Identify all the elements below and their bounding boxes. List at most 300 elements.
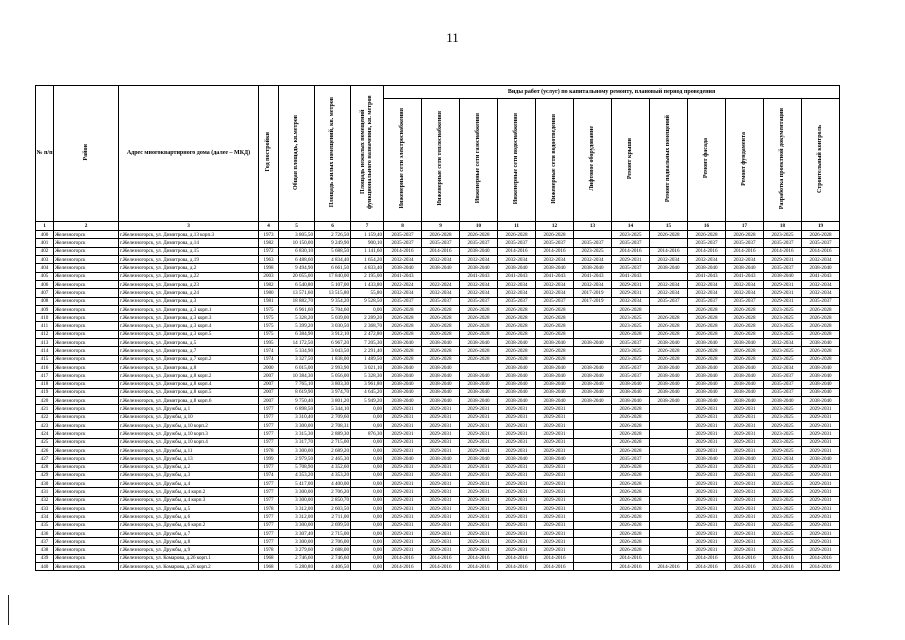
table-cell: 2029-2031 bbox=[384, 513, 422, 521]
table-cell: 2029-2031 bbox=[802, 538, 840, 546]
table-row bbox=[36, 380, 840, 388]
table-cell: 2038-2040 bbox=[536, 363, 574, 371]
table-cell: 2 711,00 bbox=[315, 513, 351, 521]
table-cell bbox=[574, 496, 612, 504]
table-cell: 14 172,50 bbox=[279, 339, 315, 347]
table-cell: 2 603,50 bbox=[315, 504, 351, 512]
table-cell bbox=[574, 422, 612, 430]
table-cell: 2032-2034 bbox=[498, 256, 536, 264]
table-cell: 2032-2034 bbox=[422, 289, 460, 297]
table-cell: 2038-2040 bbox=[612, 397, 650, 405]
table-cell: 1982 bbox=[259, 239, 279, 247]
table-cell: 2038-2040 bbox=[650, 264, 688, 272]
table-cell: 2029-2031 bbox=[498, 513, 536, 521]
table-cell: 3 974,70 bbox=[315, 388, 351, 396]
column-number: 4 bbox=[259, 222, 279, 231]
table-cell: 2026-2028 bbox=[802, 330, 840, 338]
table-cell: г.Железногорск, ул. Димитрова, д.8 корп.6 bbox=[119, 397, 259, 405]
table-cell: 2026-2028 bbox=[726, 355, 764, 363]
table-cell: 6 488,60 bbox=[279, 256, 315, 264]
table-cell: 3 300,00 bbox=[279, 446, 315, 454]
table-cell: 3 300,00 bbox=[279, 422, 315, 430]
table-cell: Железногорск bbox=[54, 239, 119, 247]
table-cell: 2029-2031 bbox=[536, 422, 574, 430]
table-cell: 2029-2031 bbox=[422, 446, 460, 454]
table-cell: 2029-2031 bbox=[726, 471, 764, 479]
table-cell: 2023-2025 bbox=[764, 521, 802, 529]
table-cell: 2038-2040 bbox=[574, 264, 612, 272]
table-cell: 2023-2025 bbox=[764, 322, 802, 330]
table-cell bbox=[574, 314, 612, 322]
table-cell: г.Железногорск, ул. Дружбы, д.4 bbox=[119, 480, 259, 488]
table-cell: 2029-2031 bbox=[688, 529, 726, 537]
table-row bbox=[36, 372, 840, 380]
table-row bbox=[36, 513, 840, 521]
table-cell: 6 961,60 bbox=[279, 305, 315, 313]
table-cell: 2029-2031 bbox=[422, 480, 460, 488]
table-cell bbox=[574, 521, 612, 529]
table-cell: 2038-2040 bbox=[574, 339, 612, 347]
page-number: 11 bbox=[446, 30, 459, 45]
table-cell: г.Железногорск, ул. Димитрова, д.3 корп.4 bbox=[119, 322, 259, 330]
table-cell: 2029-2031 bbox=[384, 504, 422, 512]
table-cell: 2026-2028 bbox=[688, 314, 726, 322]
table-cell: 2026-2028 bbox=[460, 314, 498, 322]
table-cell: 4 353,20 bbox=[315, 471, 351, 479]
table-cell: 2026-2028 bbox=[688, 305, 726, 313]
table-cell: 2029-2031 bbox=[422, 504, 460, 512]
table-cell: 2029-2031 bbox=[688, 496, 726, 504]
header-work-3: Инженерные сети газоснабжения bbox=[460, 99, 498, 222]
table-cell: 2026-2028 bbox=[460, 330, 498, 338]
table-cell: 3 021,10 bbox=[351, 363, 384, 371]
table-cell: 414 bbox=[36, 347, 54, 355]
table-cell: 2029-2031 bbox=[688, 538, 726, 546]
table-cell: 0,00 bbox=[351, 405, 384, 413]
table-cell: 412 bbox=[36, 330, 54, 338]
table-cell: 2026-2028 bbox=[384, 305, 422, 313]
table-cell: 2029-2031 bbox=[384, 480, 422, 488]
table-row bbox=[36, 289, 840, 297]
table-cell: 2029-2031 bbox=[536, 521, 574, 529]
table-cell: Железногорск bbox=[54, 347, 119, 355]
table-cell: 2038-2040 bbox=[536, 264, 574, 272]
table-cell: 1977 bbox=[259, 463, 279, 471]
column-number: 6 bbox=[315, 222, 351, 231]
table-cell: 2026-2028 bbox=[650, 330, 688, 338]
table-cell: 2026-2028 bbox=[498, 347, 536, 355]
table-cell: 2038-2040 bbox=[460, 264, 498, 272]
table-row bbox=[36, 413, 840, 421]
table-cell: 2014-2016 bbox=[802, 247, 840, 255]
table-cell: 2029-2031 bbox=[536, 463, 574, 471]
table-row bbox=[36, 247, 840, 255]
table-cell: 2029-2031 bbox=[726, 521, 764, 529]
table-row bbox=[36, 330, 840, 338]
table-cell: 2026-2028 bbox=[422, 347, 460, 355]
table-cell: 423 bbox=[36, 422, 54, 430]
table-cell: 2029-2031 bbox=[384, 538, 422, 546]
table-cell: 2023-2025 bbox=[764, 347, 802, 355]
table-cell: 5 688,50 bbox=[315, 247, 351, 255]
table-cell: 2026-2028 bbox=[612, 471, 650, 479]
table-cell: 2029-2031 bbox=[460, 438, 498, 446]
table-cell: 2029-2031 bbox=[726, 480, 764, 488]
table-cell: 2029-2031 bbox=[460, 463, 498, 471]
table-cell: 10 384,30 bbox=[279, 372, 315, 380]
table-cell: 1968 bbox=[259, 563, 279, 571]
table-cell: 2026-2028 bbox=[688, 347, 726, 355]
table-cell: Железногорск bbox=[54, 264, 119, 272]
table-cell: 2 889,30 bbox=[315, 430, 351, 438]
table-cell: 2029-2031 bbox=[498, 538, 536, 546]
table-cell: 5 399,20 bbox=[279, 322, 315, 330]
table-cell: Железногорск bbox=[54, 314, 119, 322]
table-cell: 4 353,20 bbox=[279, 471, 315, 479]
table-cell: 2032-2034 bbox=[460, 289, 498, 297]
table-cell: 2032-2034 bbox=[764, 455, 802, 463]
table-cell bbox=[650, 546, 688, 554]
table-cell: 2026-2028 bbox=[802, 355, 840, 363]
table-cell: 2023-2025 bbox=[612, 355, 650, 363]
header-work-2: Инженерные сети теплоснабжения bbox=[422, 99, 460, 222]
column-number: 15 bbox=[650, 222, 688, 231]
table-cell: 3 300,00 bbox=[279, 538, 315, 546]
table-cell: 2032-2034 bbox=[650, 289, 688, 297]
table-cell: 2 195,00 bbox=[351, 272, 384, 280]
table-cell: 2026-2028 bbox=[688, 231, 726, 239]
table-cell: 2035-2037 bbox=[802, 239, 840, 247]
table-cell: 2023-2025 bbox=[764, 330, 802, 338]
table-cell: 2023-2025 bbox=[764, 538, 802, 546]
table-cell: г.Железногорск, ул. Димитрова, д.8 корп.2 bbox=[119, 372, 259, 380]
table-cell: 9 528,50 bbox=[351, 297, 384, 305]
table-cell: 2029-2031 bbox=[688, 463, 726, 471]
table-row bbox=[36, 264, 840, 272]
header-work-6: Лифтовое оборудование bbox=[574, 99, 612, 222]
table-cell: 2029-2031 bbox=[460, 480, 498, 488]
table-cell: 432 bbox=[36, 496, 54, 504]
table-cell: 2026-2028 bbox=[536, 231, 574, 239]
table-cell: 2023-2025 bbox=[764, 413, 802, 421]
column-number: 5 bbox=[279, 222, 315, 231]
table-cell: 0,00 bbox=[351, 413, 384, 421]
table-cell: 3 317,70 bbox=[279, 438, 315, 446]
table-cell: Железногорск bbox=[54, 513, 119, 521]
table-cell: 3 310,40 bbox=[279, 413, 315, 421]
table-cell: 3 300,00 bbox=[279, 488, 315, 496]
table-cell: 2035-2037 bbox=[650, 297, 688, 305]
table-cell: 1999 bbox=[259, 455, 279, 463]
table-cell: 1977 bbox=[259, 513, 279, 521]
table-row bbox=[36, 529, 840, 537]
table-cell: 2038-2040 bbox=[536, 455, 574, 463]
table-cell: 404 bbox=[36, 264, 54, 272]
table-cell bbox=[574, 430, 612, 438]
table-cell: 2029-2031 bbox=[802, 529, 840, 537]
table-cell: 2035-2037 bbox=[574, 239, 612, 247]
table-cell: 2032-2034 bbox=[384, 256, 422, 264]
table-row bbox=[36, 388, 840, 396]
table-cell: 2026-2028 bbox=[422, 231, 460, 239]
table-cell: Железногорск bbox=[54, 554, 119, 562]
table-cell: 0,00 bbox=[351, 480, 384, 488]
table-cell: 2014-2016 bbox=[422, 247, 460, 255]
table-cell: г.Железногорск, ул. Димитрова, д.8 корп.4 bbox=[119, 380, 259, 388]
table-cell: г.Железногорск, ул. Дружбы, д.9 bbox=[119, 546, 259, 554]
table-cell: 2032-2034 bbox=[574, 256, 612, 264]
table-row bbox=[36, 305, 840, 313]
table-cell: 2 709,60 bbox=[315, 413, 351, 421]
table-cell: 2029-2031 bbox=[498, 496, 536, 504]
table-cell: 428 bbox=[36, 463, 54, 471]
table-cell: 2026-2028 bbox=[612, 496, 650, 504]
table-cell: 18 882,70 bbox=[279, 297, 315, 305]
table-cell: 1982 bbox=[259, 280, 279, 288]
table-cell: 2026-2028 bbox=[650, 355, 688, 363]
table-cell: 2014-2016 bbox=[764, 563, 802, 571]
table-cell: 2038-2040 bbox=[726, 339, 764, 347]
table-cell: 2035-2037 bbox=[384, 239, 422, 247]
table-cell: 2023-2025 bbox=[612, 322, 650, 330]
table-cell: 2038-2040 bbox=[422, 388, 460, 396]
table-cell bbox=[574, 455, 612, 463]
table-cell: 2029-2031 bbox=[384, 529, 422, 537]
table-cell: 2014-2016 bbox=[688, 247, 726, 255]
table-cell: 2026-2028 bbox=[612, 529, 650, 537]
table-cell: 2038-2040 bbox=[802, 264, 840, 272]
table-cell: 2029-2031 bbox=[498, 405, 536, 413]
table-cell: Железногорск bbox=[54, 339, 119, 347]
table-cell: 3 912,10 bbox=[315, 330, 351, 338]
table-cell: 2029-2031 bbox=[764, 297, 802, 305]
column-number: 14 bbox=[612, 222, 650, 231]
table-cell: 2035-2037 bbox=[536, 239, 574, 247]
table-cell: 2029-2031 bbox=[384, 422, 422, 430]
table-cell: 3 300,00 bbox=[279, 521, 315, 529]
table-cell: 2038-2040 bbox=[422, 397, 460, 405]
table-cell: 2026-2028 bbox=[422, 355, 460, 363]
table-cell: 2035-2037 bbox=[460, 239, 498, 247]
table-cell: 2029-2031 bbox=[802, 546, 840, 554]
table-cell: 2 715,00 bbox=[315, 529, 351, 537]
table-cell: 2032-2034 bbox=[650, 256, 688, 264]
header-work-8: Ремонт подвальных помещений bbox=[650, 99, 688, 222]
table-cell: 2014-2016 bbox=[802, 563, 840, 571]
table-cell: 421 bbox=[36, 405, 54, 413]
table-cell: 0,00 bbox=[351, 488, 384, 496]
table-cell: 2023-2025 bbox=[764, 471, 802, 479]
table-cell: 2023-2025 bbox=[764, 529, 802, 537]
table-cell: 2014-2016 bbox=[384, 554, 422, 562]
table-cell: 2029-2025 bbox=[764, 422, 802, 430]
table-cell: 2032-2034 bbox=[498, 289, 536, 297]
table-cell: 2029-2031 bbox=[384, 438, 422, 446]
table-cell: 2026-2028 bbox=[612, 513, 650, 521]
table-cell: 437 bbox=[36, 538, 54, 546]
table-cell: 2029-2031 bbox=[764, 256, 802, 264]
table-cell: 2029-2031 bbox=[384, 413, 422, 421]
table-row bbox=[36, 471, 840, 479]
table-cell: 0,00 bbox=[351, 438, 384, 446]
table-cell: 2023-2025 bbox=[764, 504, 802, 512]
table-cell: 2029-2031 bbox=[764, 280, 802, 288]
table-cell: 1978 bbox=[259, 446, 279, 454]
table-cell: 418 bbox=[36, 380, 54, 388]
table-cell: 10 150,00 bbox=[279, 239, 315, 247]
table-cell: 2026-2028 bbox=[726, 305, 764, 313]
table-cell: 2041-2043 bbox=[384, 272, 422, 280]
table-cell: 2029-2031 bbox=[688, 430, 726, 438]
table-cell: 2026-2028 bbox=[802, 347, 840, 355]
table-cell: 2038-2040 bbox=[650, 388, 688, 396]
table-cell: 3 961,80 bbox=[351, 380, 384, 388]
table-cell bbox=[650, 521, 688, 529]
table-cell: 2029-2031 bbox=[802, 413, 840, 421]
table-cell: 2023-2025 bbox=[612, 347, 650, 355]
table-cell bbox=[650, 239, 688, 247]
table-cell: 5 334,90 bbox=[279, 347, 315, 355]
table-cell: 5 704,60 bbox=[315, 305, 351, 313]
table-cell: 2026-2028 bbox=[612, 463, 650, 471]
table-cell: 2026-2028 bbox=[726, 314, 764, 322]
header-work-9: Ремонт фасада bbox=[688, 99, 726, 222]
table-cell: 2032-2034 bbox=[536, 256, 574, 264]
column-number: 9 bbox=[422, 222, 460, 231]
table-cell: г.Железногорск, ул. Дружбы, д.8 bbox=[119, 538, 259, 546]
table-cell bbox=[650, 529, 688, 537]
table-cell: 2029-2031 bbox=[384, 405, 422, 413]
table-cell: 2041-2043 bbox=[726, 272, 764, 280]
table-cell: 0,00 bbox=[351, 513, 384, 521]
table-cell: 2029-2031 bbox=[422, 521, 460, 529]
table-cell: г.Железногорск, ул. Дружбы, д.1 bbox=[119, 405, 259, 413]
table-cell: 3 043,50 bbox=[315, 347, 351, 355]
table-cell: 2029-2031 bbox=[498, 504, 536, 512]
table-cell: 1975 bbox=[259, 322, 279, 330]
table-cell: 1975 bbox=[259, 305, 279, 313]
table-cell: 9 494,90 bbox=[279, 264, 315, 272]
table-cell: 2038-2040 bbox=[802, 388, 840, 396]
table-cell: 2038-2040 bbox=[460, 380, 498, 388]
table-cell: г.Железногорск, ул. Дружбы, д.4 корп.3 bbox=[119, 496, 259, 504]
table-row bbox=[36, 463, 840, 471]
table-cell: 2007 bbox=[259, 388, 279, 396]
table-cell: 2038-2040 bbox=[802, 455, 840, 463]
table-cell: 20 055,00 bbox=[279, 272, 315, 280]
table-cell: 0,00 bbox=[351, 446, 384, 454]
table-cell: Железногорск bbox=[54, 504, 119, 512]
table-cell: 13 515,80 bbox=[315, 289, 351, 297]
table-cell: 2038-2040 bbox=[574, 397, 612, 405]
table-cell: 2029-2031 bbox=[802, 471, 840, 479]
table-cell: 2029-2031 bbox=[536, 529, 574, 537]
table-cell: 2029-2031 bbox=[498, 480, 536, 488]
table-cell: 2029-2031 bbox=[498, 422, 536, 430]
table-cell: 2029-2031 bbox=[612, 289, 650, 297]
table-cell: 5 056,00 bbox=[315, 372, 351, 380]
header-district: Район bbox=[54, 86, 119, 222]
table-row bbox=[36, 280, 840, 288]
table-cell: 1963 bbox=[259, 256, 279, 264]
table-cell: 2038-2040 bbox=[688, 380, 726, 388]
table-cell: 413 bbox=[36, 339, 54, 347]
table-cell: 2029-2031 bbox=[536, 430, 574, 438]
table-cell: Железногорск bbox=[54, 463, 119, 471]
table-cell: 2029-2031 bbox=[726, 438, 764, 446]
table-row bbox=[36, 422, 840, 430]
table-cell: 2038-2040 bbox=[384, 388, 422, 396]
table-cell: 1978 bbox=[259, 546, 279, 554]
table-cell: 435 bbox=[36, 521, 54, 529]
column-number: 1 bbox=[36, 222, 54, 231]
table-cell: 2029-2031 bbox=[726, 538, 764, 546]
margin-mark bbox=[8, 595, 9, 625]
table-cell: 2038-2040 bbox=[802, 339, 840, 347]
table-cell: 2007 bbox=[259, 397, 279, 405]
table-cell: Железногорск bbox=[54, 372, 119, 380]
table-cell: Железногорск bbox=[54, 480, 119, 488]
table-cell: 2038-2040 bbox=[802, 380, 840, 388]
table-cell: 2026-2028 bbox=[612, 488, 650, 496]
table-cell: 2038-2040 bbox=[726, 372, 764, 380]
table-cell: 2029-2031 bbox=[726, 504, 764, 512]
table-cell: 2026-2028 bbox=[498, 330, 536, 338]
table-row bbox=[36, 231, 840, 239]
table-cell: г.Железногорск, ул. Димитрова, д.23 bbox=[119, 280, 259, 288]
table-cell: 1973 bbox=[259, 231, 279, 239]
table-cell: 8 619,90 bbox=[279, 388, 315, 396]
table-cell: 2029-2031 bbox=[726, 529, 764, 537]
table-cell: 2032-2034 bbox=[688, 256, 726, 264]
table-cell: 4 406,50 bbox=[315, 563, 351, 571]
table-cell: 2029-2031 bbox=[688, 422, 726, 430]
table-cell bbox=[422, 272, 460, 280]
table-cell: 2 993,90 bbox=[315, 363, 351, 371]
table-cell bbox=[574, 471, 612, 479]
header-work-5: Инженерные сети водоотведения bbox=[536, 99, 574, 222]
table-cell: 2023-2025 bbox=[764, 513, 802, 521]
table-cell: 2038-2040 bbox=[536, 380, 574, 388]
table-cell: 1981 bbox=[259, 297, 279, 305]
table-cell: 2026-2028 bbox=[536, 322, 574, 330]
table-cell: Железногорск bbox=[54, 563, 119, 571]
table-cell: 2026-2028 bbox=[498, 314, 536, 322]
table-cell: г.Железногорск, ул. Димитрова, д.19 bbox=[119, 256, 259, 264]
table-cell bbox=[650, 422, 688, 430]
table-cell: 408 bbox=[36, 297, 54, 305]
header-living-area: Площадь жилых помещений, кв. метров bbox=[315, 86, 351, 222]
table-cell: 1980 bbox=[259, 289, 279, 297]
table-cell: 2032-2034 bbox=[612, 297, 650, 305]
table-cell: 2032-2034 bbox=[802, 289, 840, 297]
table-cell: 6 967,20 bbox=[315, 339, 351, 347]
table-cell: 2029-2031 bbox=[498, 463, 536, 471]
table-cell: г.Железногорск, ул. Дружбы, д.2 bbox=[119, 463, 259, 471]
table-cell bbox=[574, 231, 612, 239]
table-cell bbox=[650, 272, 688, 280]
table-cell: 2029-2031 bbox=[460, 430, 498, 438]
table-cell: 2026-2028 bbox=[650, 322, 688, 330]
table-cell: 2032-2034 bbox=[384, 289, 422, 297]
table-cell: 2029-2031 bbox=[802, 521, 840, 529]
table-cell: 2029-2031 bbox=[688, 413, 726, 421]
table-cell: 7 765,10 bbox=[279, 380, 315, 388]
table-cell: 1974 bbox=[259, 471, 279, 479]
table-cell: 2038-2040 bbox=[384, 397, 422, 405]
table-cell: 2029-2031 bbox=[726, 422, 764, 430]
table-cell: 2029-2031 bbox=[536, 496, 574, 504]
